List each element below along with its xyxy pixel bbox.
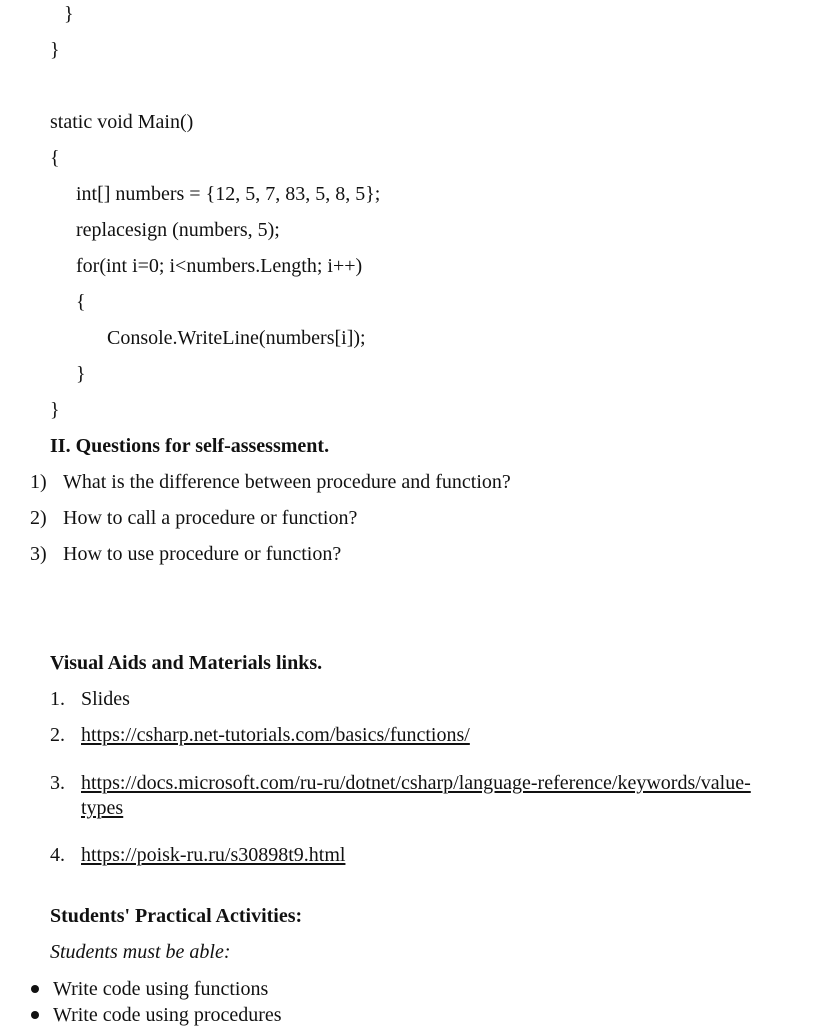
code-line: Console.WriteLine(numbers[i]); — [107, 327, 366, 349]
poisk-ru-link[interactable]: https://poisk-ru.ru/s30898t9.html — [81, 844, 346, 866]
bullet-icon — [31, 1011, 39, 1019]
bullet-icon — [31, 985, 39, 993]
bullet-text: Write code using procedures — [53, 1004, 282, 1026]
list-item-text: How to call a procedure or function? — [63, 507, 358, 529]
code-line: { — [76, 291, 86, 313]
activities-subheading: Students must be able: — [50, 941, 231, 963]
csharp-tutorials-link[interactable]: https://csharp.net-tutorials.com/basics/functions/ — [81, 724, 470, 746]
list-item-number: 4. — [50, 844, 65, 866]
code-line: { — [50, 147, 60, 169]
list-item-number: 2. — [50, 724, 65, 746]
list-item-number: 1) — [30, 471, 47, 493]
code-line: static void Main() — [50, 111, 194, 133]
bullet-text: Write code using functions — [53, 978, 269, 1000]
materials-heading: Visual Aids and Materials links. — [50, 652, 323, 674]
code-line: for(int i=0; i<numbers.Length; i++) — [76, 255, 363, 277]
code-line: replacesign (numbers, 5); — [76, 219, 280, 241]
list-item-number: 1. — [50, 688, 65, 710]
microsoft-docs-link-continued[interactable]: types — [81, 797, 124, 819]
code-line: } — [50, 39, 60, 61]
activities-heading: Students' Practical Activities: — [50, 905, 303, 927]
list-item-number: 2) — [30, 507, 47, 529]
list-item-text: What is the difference between procedure and function? — [63, 471, 511, 493]
code-line: } — [76, 363, 86, 385]
slides-item: Slides — [81, 688, 130, 710]
code-line: } — [50, 399, 60, 421]
list-item-number: 3. — [50, 772, 65, 794]
code-line: int[] numbers = {12, 5, 7, 83, 5, 8, 5}; — [76, 183, 381, 205]
questions-heading: II. Questions for self-assessment. — [50, 435, 330, 457]
list-item-text: How to use procedure or function? — [63, 543, 342, 565]
microsoft-docs-link[interactable]: https://docs.microsoft.com/ru-ru/dotnet/csharp/language-reference/keywords/value- — [81, 772, 751, 794]
code-line: } — [64, 3, 74, 25]
list-item-number: 3) — [30, 543, 47, 565]
